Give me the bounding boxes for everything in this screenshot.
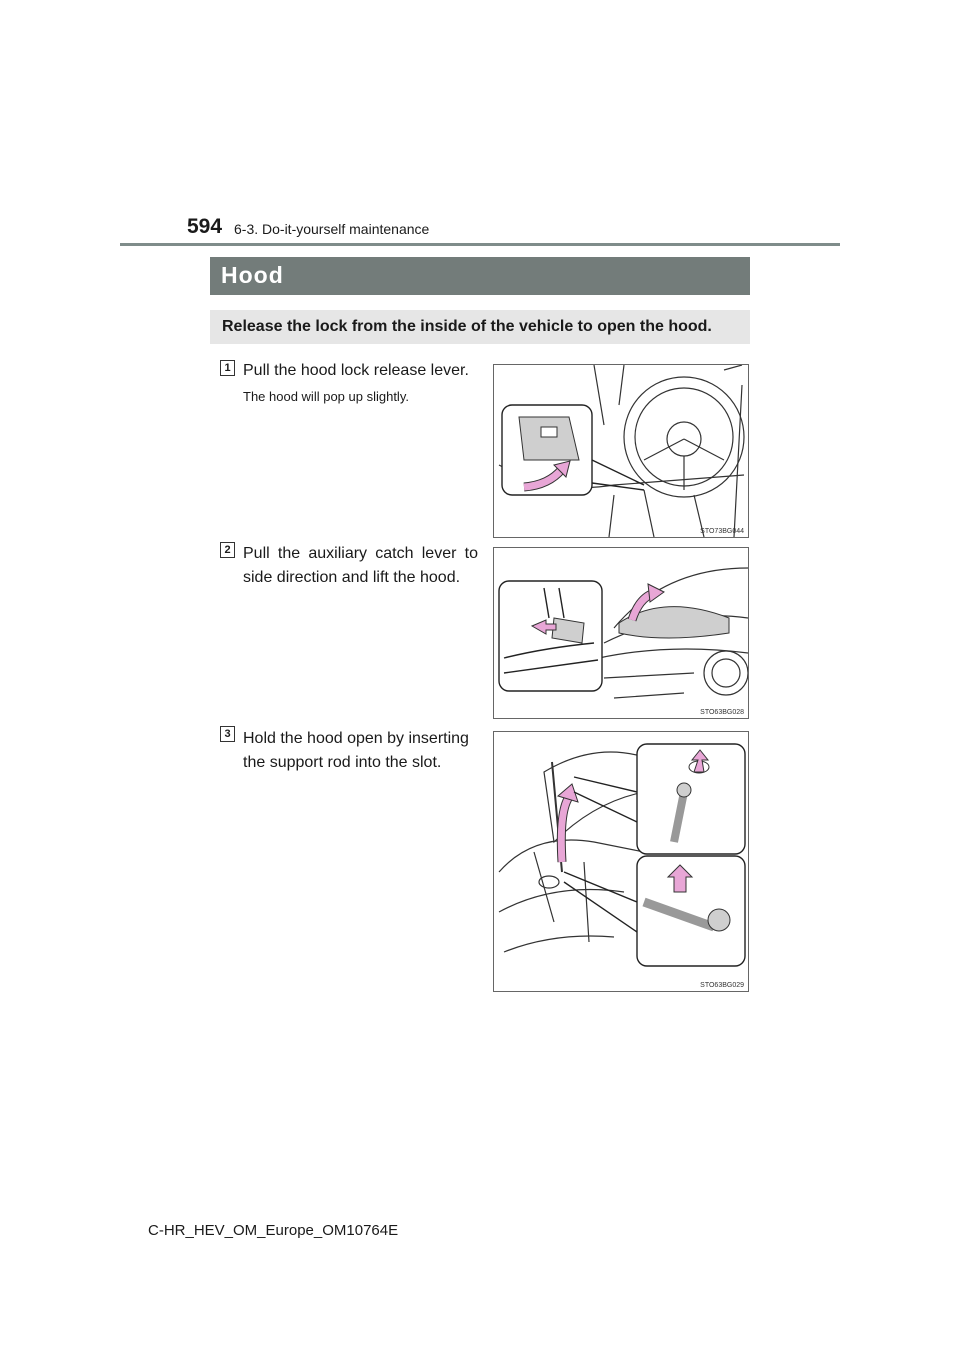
figure-code-3: STO63BG029 <box>700 982 744 989</box>
figure-hood-release-lever <box>493 364 749 538</box>
figure-support-rod <box>493 731 749 992</box>
figure-code-1: STO73BG044 <box>700 528 744 535</box>
intro-text: Release the lock from the inside of the vehicle to open the hood. <box>210 310 750 344</box>
document-footer: C-HR_HEV_OM_Europe_OM10764E <box>148 1222 399 1239</box>
step-text-1: Pull the hood lock release lever. <box>243 362 469 379</box>
header-divider <box>120 243 840 246</box>
figure-code-2: STO63BG028 <box>700 709 744 716</box>
page-number: 594 <box>187 215 223 238</box>
step-note-1: The hood will pop up slightly. <box>243 389 409 404</box>
step-text-2-line-2: side direction and lift the hood. <box>243 569 461 586</box>
step-number-2: 2 <box>220 542 235 558</box>
step-number-3: 3 <box>220 726 235 742</box>
section-title: 6-3. Do-it-yourself maintenance <box>234 221 430 237</box>
step-number-1: 1 <box>220 360 235 376</box>
step-text-2-line-1: Pull the auxiliary catch lever to <box>243 545 478 562</box>
page-heading: Hood <box>210 257 750 295</box>
step-text-3: Hold the hood open by inserting the support rod into the slot. <box>243 730 469 771</box>
figure-auxiliary-catch <box>493 547 749 719</box>
